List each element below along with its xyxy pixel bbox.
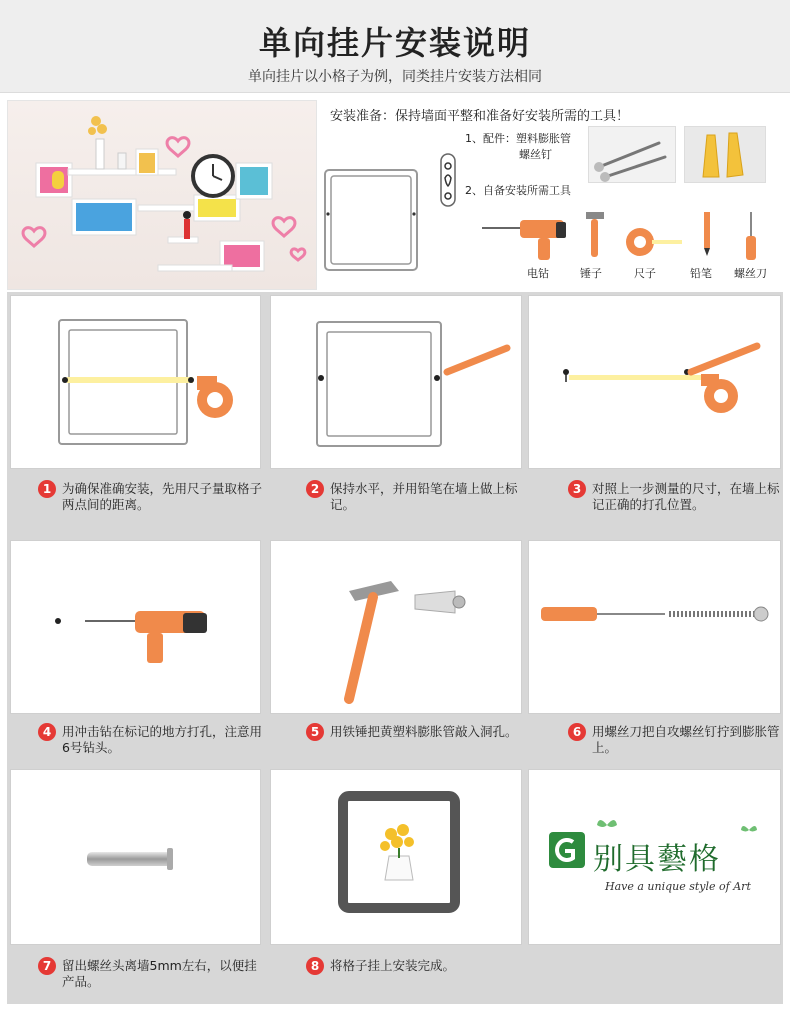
step-2-caption <box>306 480 520 516</box>
product-photo <box>7 100 317 290</box>
tape-measure-icon <box>626 228 682 256</box>
step-5-illustration <box>270 540 522 714</box>
step-7-number: 7 <box>38 957 56 975</box>
brand-name: 别具藝格 <box>593 842 721 877</box>
step-2-text: 保持水平，并用铅笔在墙上做上标记。 <box>330 481 518 512</box>
butterfly-icon <box>595 818 619 832</box>
accessory-label <box>465 131 571 163</box>
tool-label-drill: 电钻 <box>527 267 549 280</box>
step-8-caption <box>306 957 520 993</box>
brand-logo-icon <box>547 830 587 870</box>
step-4-text: 用冲击钻在标记的地方打孔，注意用6号钻头。 <box>62 724 263 755</box>
step-7-caption <box>38 957 264 993</box>
step-1-illustration <box>10 295 261 469</box>
page-subtitle: 单向挂片以小格子为例，同类挂片安装方法相同 <box>248 69 542 85</box>
step-6-caption <box>568 723 780 759</box>
screwdriver-icon <box>746 212 756 260</box>
own-tools-label: 2、自备安装所需工具 <box>465 184 571 197</box>
pencil-icon <box>704 212 710 256</box>
hammer-icon <box>586 212 604 257</box>
step-4-number: 4 <box>38 723 56 741</box>
step-8-text: 将格子挂上安装完成。 <box>330 958 456 973</box>
step-2-number: 2 <box>306 480 324 498</box>
hanger-plate-icon <box>438 152 458 208</box>
step-3-number: 3 <box>568 480 586 498</box>
step-5-text: 用铁锤把黄塑料膨胀管敲入洞孔。 <box>330 724 518 739</box>
step-2-illustration <box>270 295 522 469</box>
tool-label-pencil: 铅笔 <box>690 267 712 280</box>
tool-label-screwdriver: 螺丝刀 <box>734 267 767 280</box>
tool-label-hammer: 锤子 <box>580 267 602 280</box>
tools-illustration <box>480 212 780 264</box>
accessory-line-2: 螺丝钉 <box>519 148 552 161</box>
brand-slogan: Have a unique style of Art <box>605 880 751 893</box>
accessory-line-1: 1、配件：塑料膨胀管 <box>465 132 571 145</box>
wall-anchors-photo <box>684 126 766 183</box>
step-1-text: 为确保准确安装，先用尺子量取格子两点间的距离。 <box>62 481 263 512</box>
butterfly-icon-small <box>739 824 759 836</box>
step-5-number: 5 <box>306 723 324 741</box>
step-3-text: 对照上一步测量的尺寸，在墙上标记正确的打孔位置。 <box>592 481 780 512</box>
step-1-number: 1 <box>38 480 56 498</box>
step-7-text: 留出螺丝头离墙5mm左右，以便挂产品。 <box>62 958 257 989</box>
preparation-heading: 安装准备：保持墙面平整和准备好安装所需的工具！ <box>330 109 630 124</box>
step-8-number: 8 <box>306 957 324 975</box>
frame-diagram <box>323 168 419 272</box>
step-6-text: 用螺丝刀把自攻螺丝钉拧到膨胀管上。 <box>592 724 780 755</box>
brand-logo-panel <box>528 769 781 945</box>
step-7-illustration <box>10 769 261 945</box>
step-4-illustration <box>10 540 261 714</box>
step-5-caption <box>306 723 526 759</box>
step-6-illustration <box>528 540 781 714</box>
screws-photo <box>588 126 676 183</box>
step-6-number: 6 <box>568 723 586 741</box>
page-title: 单向挂片安装说明 <box>258 24 531 62</box>
step-3-caption <box>568 480 780 516</box>
tool-label-ruler: 尺子 <box>634 267 656 280</box>
step-1-caption <box>38 480 264 516</box>
step-4-caption <box>38 723 264 759</box>
step-8-illustration <box>270 769 522 945</box>
drill-icon <box>482 220 566 260</box>
step-3-illustration <box>528 295 781 469</box>
